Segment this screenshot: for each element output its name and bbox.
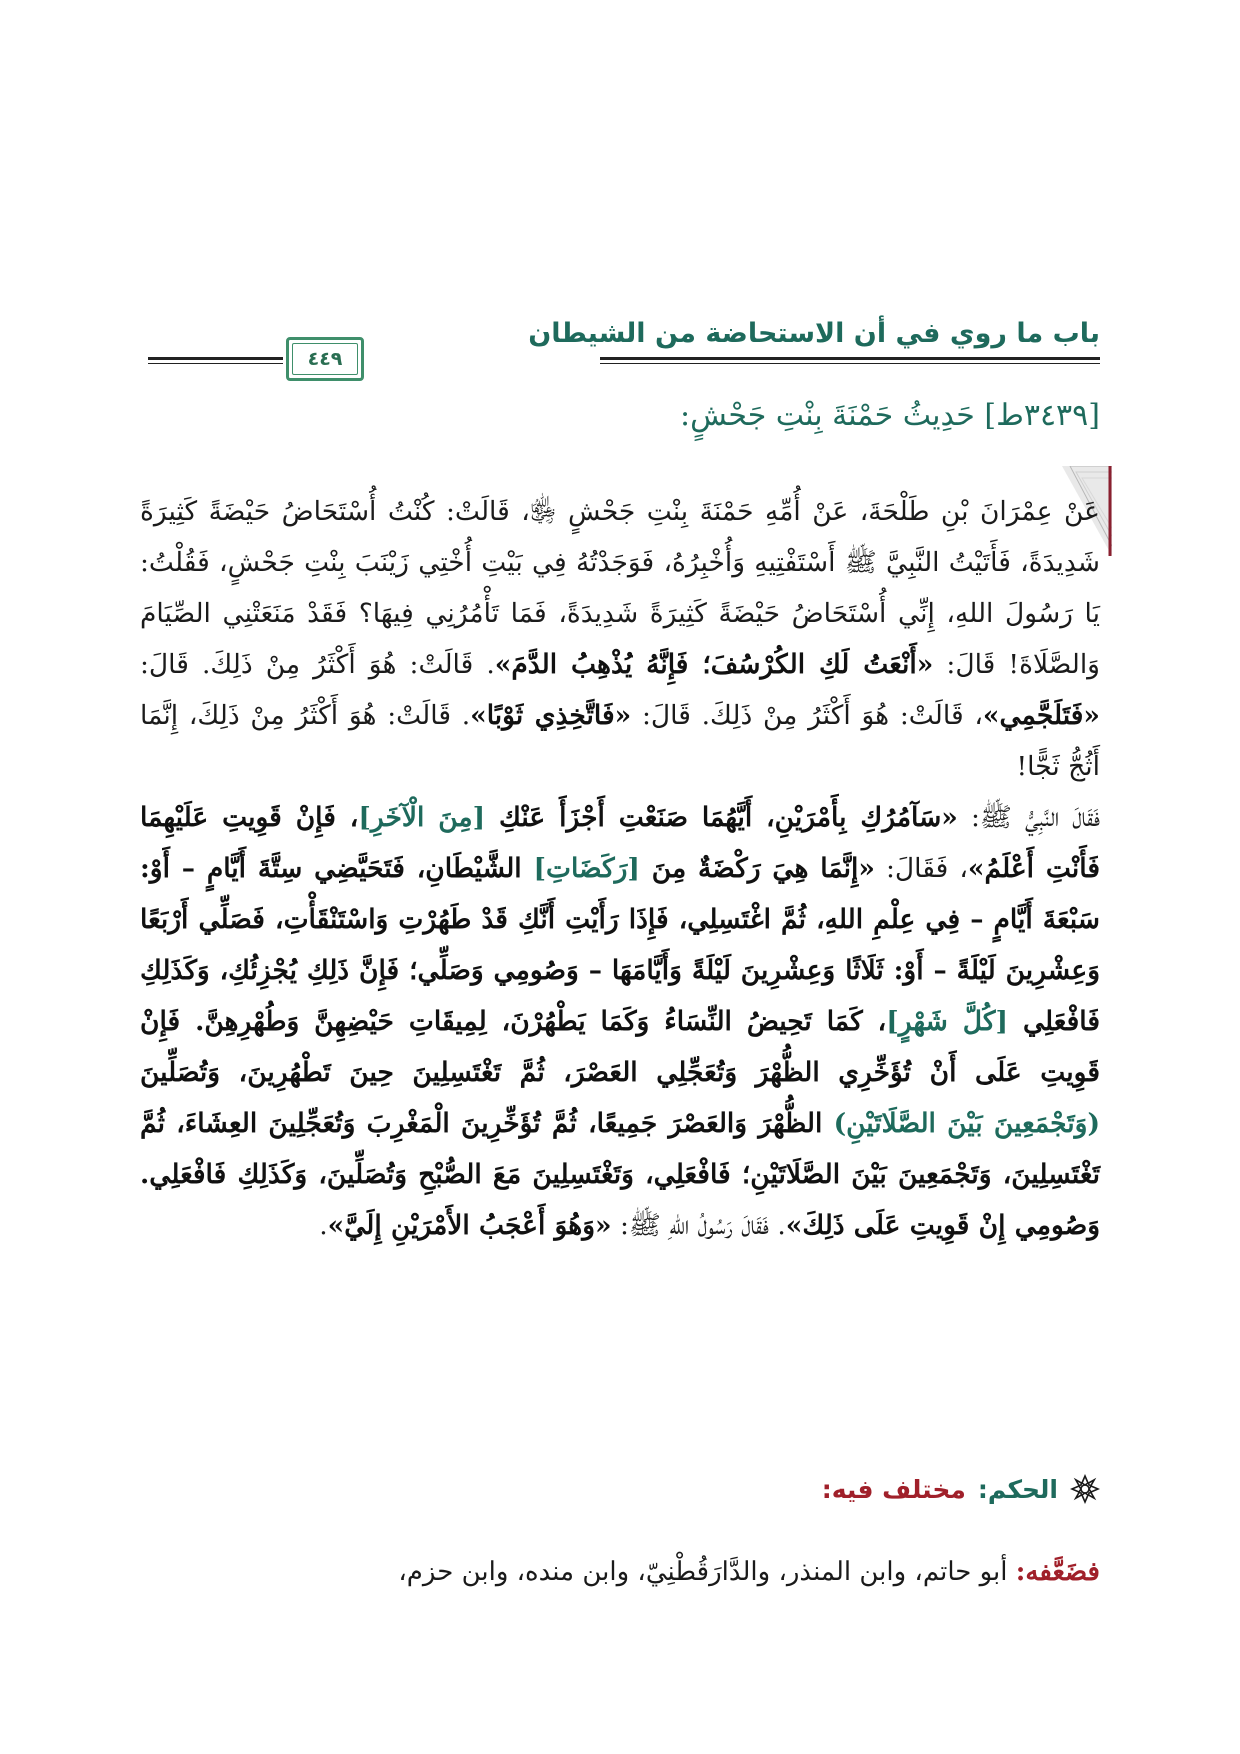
rose-icon (1070, 1474, 1100, 1504)
prophetic-speech: «إِنَّمَا هِيَ رَكْضَةٌ مِنَ (639, 853, 875, 884)
text-run: . (319, 1210, 328, 1241)
prophetic-speech: «سَآمُرُكِ بِأَمْرَيْنِ، أَيَّهُمَا صَنَعْتِ أَجْزَأَ عَنْكِ (485, 802, 958, 833)
prophetic-speech: ، كَمَا تَحِيضُ النِّسَاءُ وَكَمَا يَطْهُرْنَ، لِمِيقَاتِ حَيْضِهِنَّ وَطُهْرِهِنَّ. فَإِنْ قَوِيتِ عَلَى أَنْ تُؤَخِّرِي الظُّهْرَ وَتُعَجِّلِي العَصْرَ، ثُمَّ تَغْتَسِلِينَ حِينَ تَطْهُرِينَ، وَتُصَلِّينَ (140, 1006, 1100, 1088)
prophetic-speech: «أَنْعَتُ لَكِ الكُرْسُفَ؛ فَإِنَّهُ يُذْهِبُ الدَّمَ» (494, 649, 934, 680)
variant-insert: [كُلَّ شَهْرٍ] (886, 1006, 1008, 1037)
prophetic-speech: الشَّيْطَانِ، فَتَحَيَّضِي سِتَّةَ أَيَّامٍ – أَوْ: سَبْعَةَ أَيَّامٍ – فِي عِلْمِ اللهِ، ثُمَّ اغْتَسِلِي، فَإِذَا رَأَيْتِ أَنَّكِ قَدْ طَهُرْتِ وَاسْتَنْقَأْتِ، فَصَلِّي أَرْبَعًا وَعِشْرِينَ لَيْلَةً – أَوْ: ثَلَاثًا وَعِشْرِينَ لَيْلَةً وَأَيَّامَهَا – وَصُومِي وَصَلِّي؛ فَإِنَّ ذَلِكِ يُجْزِئُكِ، وَكَذَلِكِ فَافْعَلِي (140, 853, 1100, 1037)
header-rule (600, 357, 1100, 360)
running-title: باب ما روي في أن الاستحاضة من الشيطان (528, 318, 1100, 349)
ruling-line (500, 1474, 1100, 1504)
header-rule (148, 357, 283, 360)
header-rule (600, 363, 1100, 364)
variant-insert: [رَكَضَاتِ] (533, 853, 640, 884)
text-run: . فَقَالَ رَسُولُ اللهِ ﷺ: (611, 1210, 786, 1241)
prophetic-speech: ، فَإِنْ قَوِيتِ عَلَيْهِمَا فَأَنْتِ أَعْلَمُ» (140, 802, 1100, 884)
hadith-number: [٣٤٣٩ط] (984, 398, 1100, 433)
text-run: . قَالَتْ: هُوَ أَكْثَرُ مِنْ ذَلِكَ، إِنَّمَا أَثُجُّ ثَجًّا! (140, 700, 1100, 782)
variant-insert: (وَتَجْمَعِينَ بَيْنَ الصَّلَاتَيْنِ) (833, 1108, 1100, 1139)
paragraph-1 (140, 486, 1100, 792)
graders-lead: فضَعَّفه: (1015, 1557, 1100, 1587)
graders-line (140, 1550, 1100, 1594)
paragraph-2 (140, 792, 1100, 1251)
section-heading (200, 398, 1100, 433)
variant-insert: [مِنَ الْآخَرِ] (358, 802, 486, 833)
prophetic-speech: «وَهُوَ أَعْجَبُ الأَمْرَيْنِ إِلَيَّ» (327, 1210, 612, 1241)
ruling-value: مختلف فيه: (821, 1474, 966, 1504)
text-run: ، فَقَالَ: (874, 853, 968, 884)
page-number-badge (286, 337, 364, 381)
prophetic-speech: «فَتَلَجَّمِي» (982, 700, 1100, 731)
page-number: ٤٤٩ (307, 348, 343, 370)
header-rule (148, 363, 283, 364)
graders-text: أبو حاتم، وابن المنذر، والدَّارَقُطْنِيّ، وابن منده، وابن حزم، (398, 1557, 1016, 1587)
hadith-text (140, 486, 1100, 1251)
text-run: فَقَالَ النَّبِيُّ ﷺ: (957, 802, 1100, 833)
text-run: عَنْ عِمْرَانَ بْنِ طَلْحَةَ، عَنْ أُمِّهِ حَمْنَةَ بِنْتِ جَحْشٍ ﵂، قَالَتْ: كُنْتُ أُسْتَحَاضُ حَيْضَةً كَثِيرَةً شَدِيدَةً، فَأَتَيْتُ النَّبِيَّ ﷺ أَسْتَفْتِيهِ وَأُخْبِرُهُ، فَوَجَدْتُهُ فِي بَيْتِ أُخْتِي زَيْنَبَ بِنْتِ جَحْشٍ، فَقُلْتُ: يَا رَسُولَ اللهِ، إِنِّي أُسْتَحَاضُ حَيْضَةً كَثِيرَةً شَدِيدَةً، فَمَا تَأْمُرُنِي فِيهَا؟ فَقَدْ مَنَعَتْنِي الصِّيَامَ وَالصَّلَاةَ! قَالَ: (140, 496, 1100, 680)
ruling-label: الحكم: (977, 1474, 1058, 1504)
section-title: حَدِيثُ حَمْنَةَ بِنْتِ جَحْشٍ: (679, 398, 975, 433)
prophetic-speech: الظُّهْرَ وَالعَصْرَ جَمِيعًا، ثُمَّ تُؤَخِّرِينَ الْمَغْرِبَ وَتُعَجِّلِينَ العِشَاءَ، ثُمَّ تَغْتَسِلِينَ، وَتَجْمَعِينَ بَيْنَ الصَّلَاتَيْنِ؛ فَافْعَلِي، وَتَغْتَسِلِينَ مَعَ الصُّبْحِ وَتُصَلِّينَ، وَكَذَلِكِ فَافْعَلِي. وَصُومِي إِنْ قَوِيتِ عَلَى ذَلِكَ» (140, 1108, 1100, 1241)
prophetic-speech: «فَاتَّخِذِي ثَوْبًا» (470, 700, 632, 731)
text-run: ، قَالَتْ: هُوَ أَكْثَرُ مِنْ ذَلِكَ. قَالَ: (631, 700, 983, 731)
text-run: . قَالَتْ: هُوَ أَكْثَرُ مِنْ ذَلِكَ. قَالَ: (140, 649, 495, 680)
